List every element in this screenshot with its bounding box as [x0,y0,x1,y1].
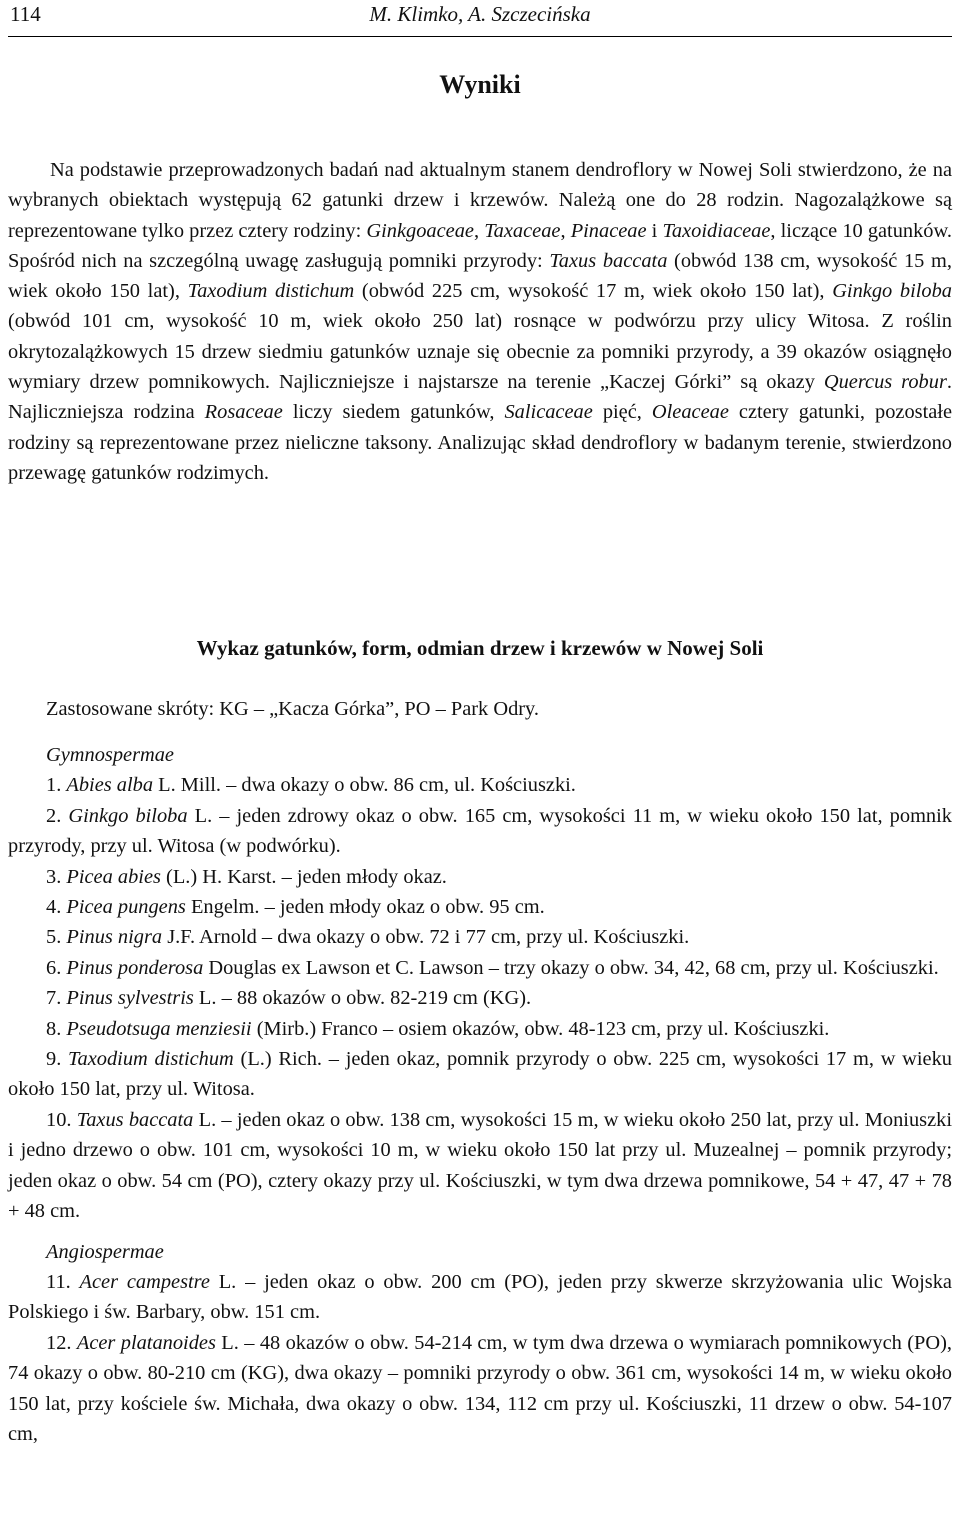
taxon-name: Quercus robur [823,371,947,394]
text-run: (L.) H. Karst. – jeden młody okaz. [160,865,447,888]
text-run: i [646,219,663,242]
text-run: , [473,219,485,242]
group-label-gymnospermae: Gymnospermae [46,744,174,766]
text-run: 8. [46,1017,67,1040]
taxon-name: Pinus ponderosa [66,956,204,979]
species-list [8,740,952,1449]
taxon-name: Pinus nigra [66,926,163,949]
taxon-name: Salicaceae [504,401,593,424]
text-run: 7. [46,987,67,1010]
text-run: 12. [46,1331,77,1354]
text-run: L. – 48 okazów o obw. 54-214 cm, w tym dwa drzewa o wymiarach pomnikowych (PO), 74 okazy o obw. 80-210 cm (KG), dwa okazy – pomniki przyrody o obw. 361 cm, wysokości 14 m, w wieku około 150 lat, przy kościele św. Michała, dwa okazy o obw. 134, 112 cm przy ul. Kościuszki, 11 drzew o obw. 54-107 cm, [8,1331,952,1445]
taxon-name: Rosaceae [204,401,283,424]
taxon-name: Acer campestre [79,1270,210,1293]
text-run: Engelm. – jeden młody okaz o obw. 95 cm. [185,896,545,919]
taxon-name: Taxoidiaceae [662,219,771,242]
species-entry [8,770,952,800]
text-run: 11. [46,1270,80,1293]
species-entry [8,953,952,983]
taxon-name: Picea abies [66,865,161,888]
taxon-name: Pinus sylvestris [66,987,194,1010]
taxon-name: Taxodium distichum [187,280,355,303]
species-entry [8,1105,952,1227]
text-run: 4. [46,896,67,919]
text-run: 3. [46,865,67,888]
text-run: Na podstawie przeprowadzonych badań nad aktualnym stanem dendroflory w Nowej Soli stwierdzono, że na wybranych obiektach występują 62 gatunki drzew i krzewów. Należą one do 28 rodzin. Nagozalążkowe są reprezentowane tylko przez cztery rodziny: [8,159,952,242]
text-run: (obwód 101 cm, wysokość 10 m, wiek około 250 lat) rosnące w podwórzu przy ulicy Witosa. Z roślin okrytozalążkowych 15 drzew siedmiu gatunków uznaje się obecnie za pomniki przyrody, a 39 okazów osiągnęło wymiary drzew pomnikowych. Najliczniejsze i najstarsze na terenie „Kaczej Górki” są okazy [8,310,952,394]
abbreviations-note: Zastosowane skróty: KG – „Kacza Górka”, PO – Park Odry. [46,698,540,720]
species-entry [8,1044,952,1105]
results-paragraph [8,155,952,488]
text-run: (obwód 225 cm, wysokość 17 m, wiek około 150 lat), [354,280,833,303]
text-run: Douglas ex Lawson et C. Lawson – trzy okazy o obw. 34, 42, 68 cm, przy ul. Kościuszki. [203,956,939,979]
text-run: L. – jeden okaz o obw. 138 cm, wysokości 15 m, w wieku około 250 lat, przy ul. Moniuszki i jedno drzewo o obw. 101 cm, wysokości 10 m, w wieku około 150 lat przy ul. Muzealnej – pomnik przyrody; jeden okaz o obw. 54 cm (PO), cztery okazy przy ul. Kościuszki, w tym dwa drzewa pomnikowe, 54 + 47, 47 + 78 + 48 cm. [8,1108,952,1223]
species-entry [8,892,952,922]
text-run: liczy siedem gatunków, [282,401,505,424]
text-run: 9. [46,1048,69,1071]
taxon-name: Pseudotsuga menziesii [66,1017,252,1040]
taxon-name: Oleaceae [651,401,729,424]
text-run: 10. [46,1108,77,1131]
taxon-name: Ginkgo biloba [832,280,952,303]
text-run: (obwód 138 cm, wysokość 15 m, wiek około 150 lat), [8,249,952,303]
text-run: 1. [46,774,67,797]
section-title-results: Wyniki [439,70,521,99]
page-number: 114 [10,2,41,26]
text-run: (Mirb.) Franco – osiem okazów, obw. 48-123 cm, przy ul. Kościuszki. [251,1017,830,1040]
species-list-title: Wykaz gatunków, form, odmian drzew i krzewów w Nowej Soli [196,636,764,660]
text-run: 2. [46,804,69,827]
species-entry [8,983,952,1013]
gymnospermae-entries [8,770,952,1226]
taxon-name: Taxodium distichum [68,1048,234,1071]
text-run: (L.) Rich. – jeden okaz, pomnik przyrody o obw. 225 cm, wysokości 17 m, w wieku około 150 lat, przy ul. Witosa. [8,1048,952,1101]
taxon-name: Acer platanoides [76,1331,216,1354]
species-entry [8,1014,952,1044]
text-run: L. – jeden okaz o obw. 200 cm (PO), jeden przy skwerze skrzyżowania ulic Wojska Polskiego i św. Barbary, obw. 151 cm. [8,1270,952,1324]
text-run: L. Mill. – dwa okazy o obw. 86 cm, ul. Kościuszki. [153,774,576,797]
taxon-name: Taxus baccata [76,1108,194,1131]
taxon-name: Taxaceae [484,219,561,242]
running-header [8,0,952,37]
text-run: J.F. Arnold – dwa okazy o obw. 72 i 77 cm, przy ul. Kościuszki. [162,926,690,949]
taxon-name: Picea pungens [66,896,186,919]
text-run: L. – jeden zdrowy okaz o obw. 165 cm, wysokości 11 m, w wieku około 150 lat, pomnik przyrody, przy ul. Witosa (w podwórku). [8,804,952,858]
taxon-name: Taxus baccata [549,249,668,272]
species-entry [8,1328,952,1450]
text-run: cztery gatunki, pozostałe rodziny są reprezentowane przez nieliczne taksony. Analizując skład dendroflory w badanym terenie, stwierdzono przewagę gatunków rodzimych. [8,401,953,484]
species-entry [8,862,952,892]
species-entry [8,1267,952,1328]
taxon-name: Ginkgo biloba [68,804,188,827]
text-run: L. – 88 okazów o obw. 82-219 cm (KG). [193,987,532,1010]
text-run: , liczące 10 gatunków. Spośród nich na szczególną uwagę zasługują pomniki przyrody: [8,219,953,272]
running-authors: M. Klimko, A. Szczecińska [369,2,591,26]
taxon-name: Abies alba [66,774,154,797]
taxon-name: Ginkgoaceae [366,219,474,242]
text-run: 5. [46,926,67,949]
species-entry [8,922,952,952]
text-run: 6. [46,956,67,979]
species-entry [8,801,952,862]
taxon-name: Pinaceae [570,219,647,242]
text-run: . Najliczniejsza rodzina [8,371,952,424]
group-label-angiospermae: Angiospermae [46,1240,164,1263]
angiospermae-entries [8,1267,952,1449]
text-run: pięć, [592,401,652,424]
text-run: , [560,219,571,242]
